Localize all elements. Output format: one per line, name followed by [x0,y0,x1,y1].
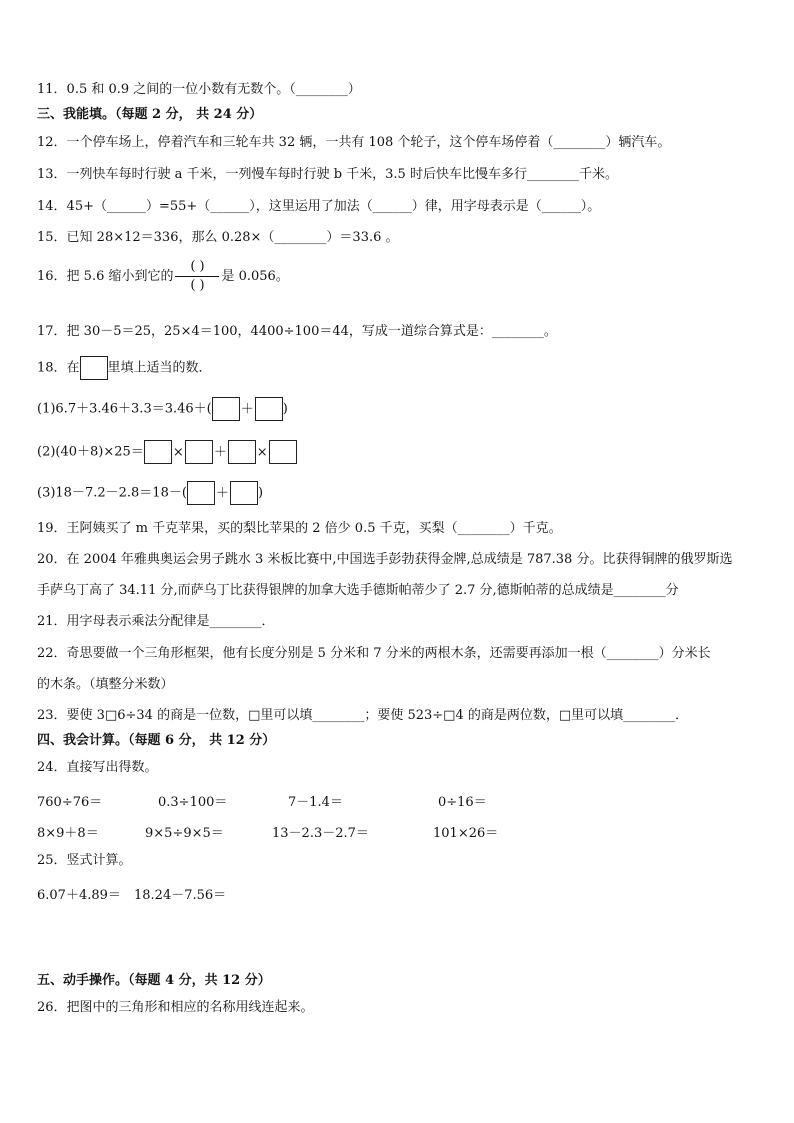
times-sign: × [172,444,184,460]
question-26: 26．把图中的三角形和相应的名称用线连起来。 [37,1000,314,1015]
vertical-calc-item: 6.07＋4.89＝ [37,888,121,903]
close-paren: ) [257,485,264,501]
question-22-line-2: 的木条。（填整分米数） [37,677,174,692]
calc-item: 0÷16＝ [438,795,487,810]
fraction-bar [175,276,219,277]
question-15: 15．已知 28×12＝336，那么 0.28×（________）＝33.6 。 [37,230,399,245]
question-17: 17．把 30－5＝25，25×4＝100，4400÷100＝44，写成一道综合算式是：________。 [37,324,557,339]
close-paren: ) [282,401,288,417]
plus-sign: ＋ [213,444,227,460]
answer-box [212,397,240,421]
plus-sign: ＋ [215,485,229,501]
q16-suffix: 是 0.056。 [221,269,289,284]
question-25: 25．竖式计算。 [37,853,132,868]
calc-item: 9×5÷9×5＝ [145,826,224,841]
calc-item: 0.3÷100＝ [158,795,228,810]
calc-item: 8×9＋8＝ [37,826,99,841]
question-13: 13．一列快车每时行驶 a 千米，一列慢车每时行驶 b 千米，3.5 时后快车比慢车多行________千米。 [37,167,618,182]
question-19: 19．王阿姨买了 m 千克苹果，买的梨比苹果的 2 倍少 0.5 千克，买梨（________）千克。 [37,521,562,536]
fraction-denominator: ( ) [190,278,205,293]
question-20-line-2: 手萨乌丁高了 34.11 分,而萨乌丁比获得银牌的加拿大选手德斯帕蒂少了 2.7 分,德斯帕蒂的总成绩是________分 [37,583,679,598]
question-23: 23．要使 3□6÷34 的商是一位数，□里可以填________；要使 523÷□4 的商是两位数，□里可以填________． [37,708,689,723]
vertical-calc-item: 18.24－7.56＝ [134,888,227,903]
calc-item: 760÷76＝ [37,795,103,810]
section-3-heading: 三、我能填。（每题 2 分， 共 24 分） [37,107,263,122]
q18-prefix: 18．在 [37,360,80,376]
question-16 [37,259,289,294]
answer-box [80,356,108,380]
answer-box [187,481,215,505]
answer-box [144,440,172,464]
q18-suffix: 里填上适当的数． [107,360,212,376]
question-18-1 [37,397,288,421]
q18-1-prefix: (1)6.7＋3.46＋3.3＝3.46＋( [37,401,212,417]
question-18 [37,356,212,380]
question-12: 12．一个停车场上，停着汽车和三轮车共 32 辆，一共有 108 个轮子，这个停车场停着（________）辆汽车。 [37,135,671,150]
fraction-blank [175,259,219,294]
question-11: 11．0.5 和 0.9 之间的一位小数有无数个。（________） [37,82,361,97]
q18-3-prefix: (3)18－7.2－2.8＝18－( [37,485,187,501]
question-24: 24．直接写出得数。 [37,760,158,775]
question-22-line-1: 22．奇思要做一个三角形框架，他有长度分别是 5 分米和 7 分米的两根木条，还需要再添加一根（________）分米长 [37,646,711,661]
q18-2-prefix: (2)(40＋8)×25＝ [37,444,144,460]
answer-box [230,481,258,505]
section-4-heading: 四、我会计算。（每题 6 分， 共 12 分） [37,733,276,748]
calc-item: 13－2.3－2.7＝ [272,826,369,841]
question-18-2 [37,440,297,464]
question-14: 14．45+（______）=55+（______），这里运用了加法（______）律，用字母表示是（______）。 [37,199,601,214]
calc-item: 101×26＝ [433,826,499,841]
answer-box [228,440,256,464]
q16-prefix: 16．把 5.6 缩小到它的 [37,269,174,284]
fraction-numerator: ( ) [190,259,205,274]
times-sign: × [256,444,268,460]
plus-sign: ＋ [240,401,254,417]
answer-box [185,440,213,464]
question-20-line-1: 20．在 2004 年雅典奥运会男子跳水 3 米板比赛中,中国选手彭勃获得金牌,总成绩是 787.38 分。比获得铜牌的俄罗斯选 [37,552,733,567]
answer-box [255,397,283,421]
calc-item: 7－1.4＝ [288,795,343,810]
answer-box [269,440,297,464]
section-5-heading: 五、动手操作。（每题 4 分，共 12 分） [37,973,271,988]
question-21: 21．用字母表示乘法分配律是________． [37,614,275,629]
question-18-3 [37,481,263,505]
